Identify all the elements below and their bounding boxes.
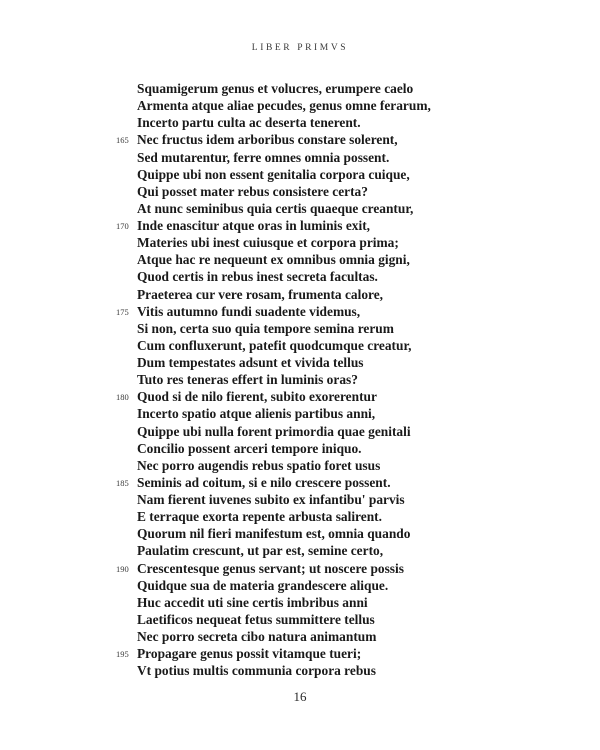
verse-text: Crescentesque genus servant; ut noscere possis <box>137 560 404 576</box>
verse-line <box>0 474 600 491</box>
verse-line <box>0 611 600 628</box>
verse-text: Concilio possent arceri tempore iniquo. <box>137 440 362 456</box>
verse-line <box>0 645 600 662</box>
verse-text: Quippe ubi nulla forent primordia quae genitali <box>137 423 411 439</box>
line-number: 170 <box>116 221 129 231</box>
verse-line <box>0 251 600 268</box>
page-number: 16 <box>293 689 307 704</box>
verse-text: Cum confluxerunt, patefit quodcumque creatur, <box>137 337 412 353</box>
line-number: 165 <box>116 135 129 146</box>
verse-line <box>0 217 600 234</box>
verse-line <box>0 149 600 166</box>
verse-line <box>0 525 600 542</box>
verse-text: Incerto partu culta ac deserta tenerent. <box>137 115 361 131</box>
verse-text: At nunc seminibus quia certis quaeque creantur, <box>137 200 414 216</box>
verse-text: Vitis autumno fundi suadente videmus, <box>137 303 361 319</box>
verse-text: Armenta atque aliae pecudes, genus omne ferarum, <box>137 98 431 114</box>
line-number: 175 <box>116 306 129 317</box>
verse-text: Nam fierent iuvenes subito ex infantibu' parvis <box>137 492 405 507</box>
verse-text: Inde enascitur atque oras in luminis exit, <box>137 218 370 233</box>
verse-text: Seminis ad coitum, si e nilo crescere possent. <box>137 474 391 490</box>
verse-text: Dum tempestates adsunt et vivida tellus <box>137 355 364 370</box>
verse-text: Materies ubi inest cuiusque et corpora prima; <box>137 235 399 251</box>
verse-line <box>0 234 600 251</box>
verse-line <box>0 491 600 508</box>
verse-text: Qui posset mater rebus consistere certa? <box>137 183 368 199</box>
verse-text: Si non, certa suo quia tempore semina rerum <box>137 320 394 336</box>
verse-line <box>0 388 600 405</box>
verse-text: Praeterea cur vere rosam, frumenta calore, <box>137 286 384 302</box>
verse-line <box>0 508 600 525</box>
verse-text: Laetificos nequeat fetus summittere tellus <box>137 611 375 627</box>
running-head: LIBER PRIMVS <box>251 43 349 53</box>
verse-text: E terraque exorta repente arbusta salirent. <box>137 509 382 525</box>
verse-line <box>0 457 600 474</box>
verse-line <box>0 354 600 371</box>
verse-line <box>0 200 600 217</box>
line-number: 195 <box>116 649 129 660</box>
verse-line <box>0 577 600 594</box>
verse-line <box>0 542 600 559</box>
verse-text: Sed mutarentur, ferre omnes omnia possent. <box>137 149 390 165</box>
verse-text: Quippe ubi non essent genitalia corpora cuique, <box>137 166 410 182</box>
verse-text: Nec porro augendis rebus spatio foret usus <box>137 457 381 473</box>
verse-text: Quidque sua de materia grandescere alique. <box>137 577 389 593</box>
verse-text: Propagare genus possit vitamque tueri; <box>137 646 362 662</box>
verse-line <box>0 371 600 388</box>
verse-text: Incerto spatio atque alienis partibus anni, <box>137 406 376 422</box>
verse-text: Vt potius multis communia corpora rebus <box>137 663 376 679</box>
verse-text: Nec porro secreta cibo natura animantum <box>137 629 377 644</box>
verse-line <box>0 114 600 131</box>
verse-text: Quod certis in rebus inest secreta facultas. <box>137 269 378 285</box>
verse-line <box>0 80 600 97</box>
verse-line <box>0 440 600 457</box>
verse-line <box>0 286 600 303</box>
verse-line <box>0 303 600 320</box>
verse-line <box>0 166 600 183</box>
verse-line <box>0 97 600 114</box>
verse-text: Nec fructus idem arboribus constare solerent, <box>137 132 398 148</box>
verse-line <box>0 662 600 679</box>
verse-line <box>0 337 600 354</box>
verse-text: Squamigerum genus et volucres, erumpere caelo <box>137 81 414 96</box>
verse-line <box>0 320 600 337</box>
verse-text: Huc accedit uti sine certis imbribus anni <box>137 594 368 610</box>
verse-text: Quod si de nilo fierent, subito exorerentur <box>137 389 377 405</box>
verse-line <box>0 560 600 577</box>
line-number: 190 <box>116 563 129 574</box>
line-number: 180 <box>116 392 129 403</box>
verse-line <box>0 131 600 148</box>
verse-line <box>0 405 600 422</box>
verse-text: Atque hac re nequeunt ex omnibus omnia gigni, <box>137 252 410 268</box>
verse-line <box>0 628 600 645</box>
verse-line <box>0 268 600 285</box>
verse-text: Quorum nil fieri manifestum est, omnia quando <box>137 526 411 542</box>
verse-line <box>0 183 600 200</box>
verse-block <box>0 80 600 679</box>
verse-text: Paulatim crescunt, ut par est, semine certo, <box>137 543 384 559</box>
line-number: 185 <box>116 477 129 488</box>
verse-line <box>0 423 600 440</box>
verse-line <box>0 594 600 611</box>
verse-text: Tuto res teneras effert in luminis oras? <box>137 372 358 388</box>
